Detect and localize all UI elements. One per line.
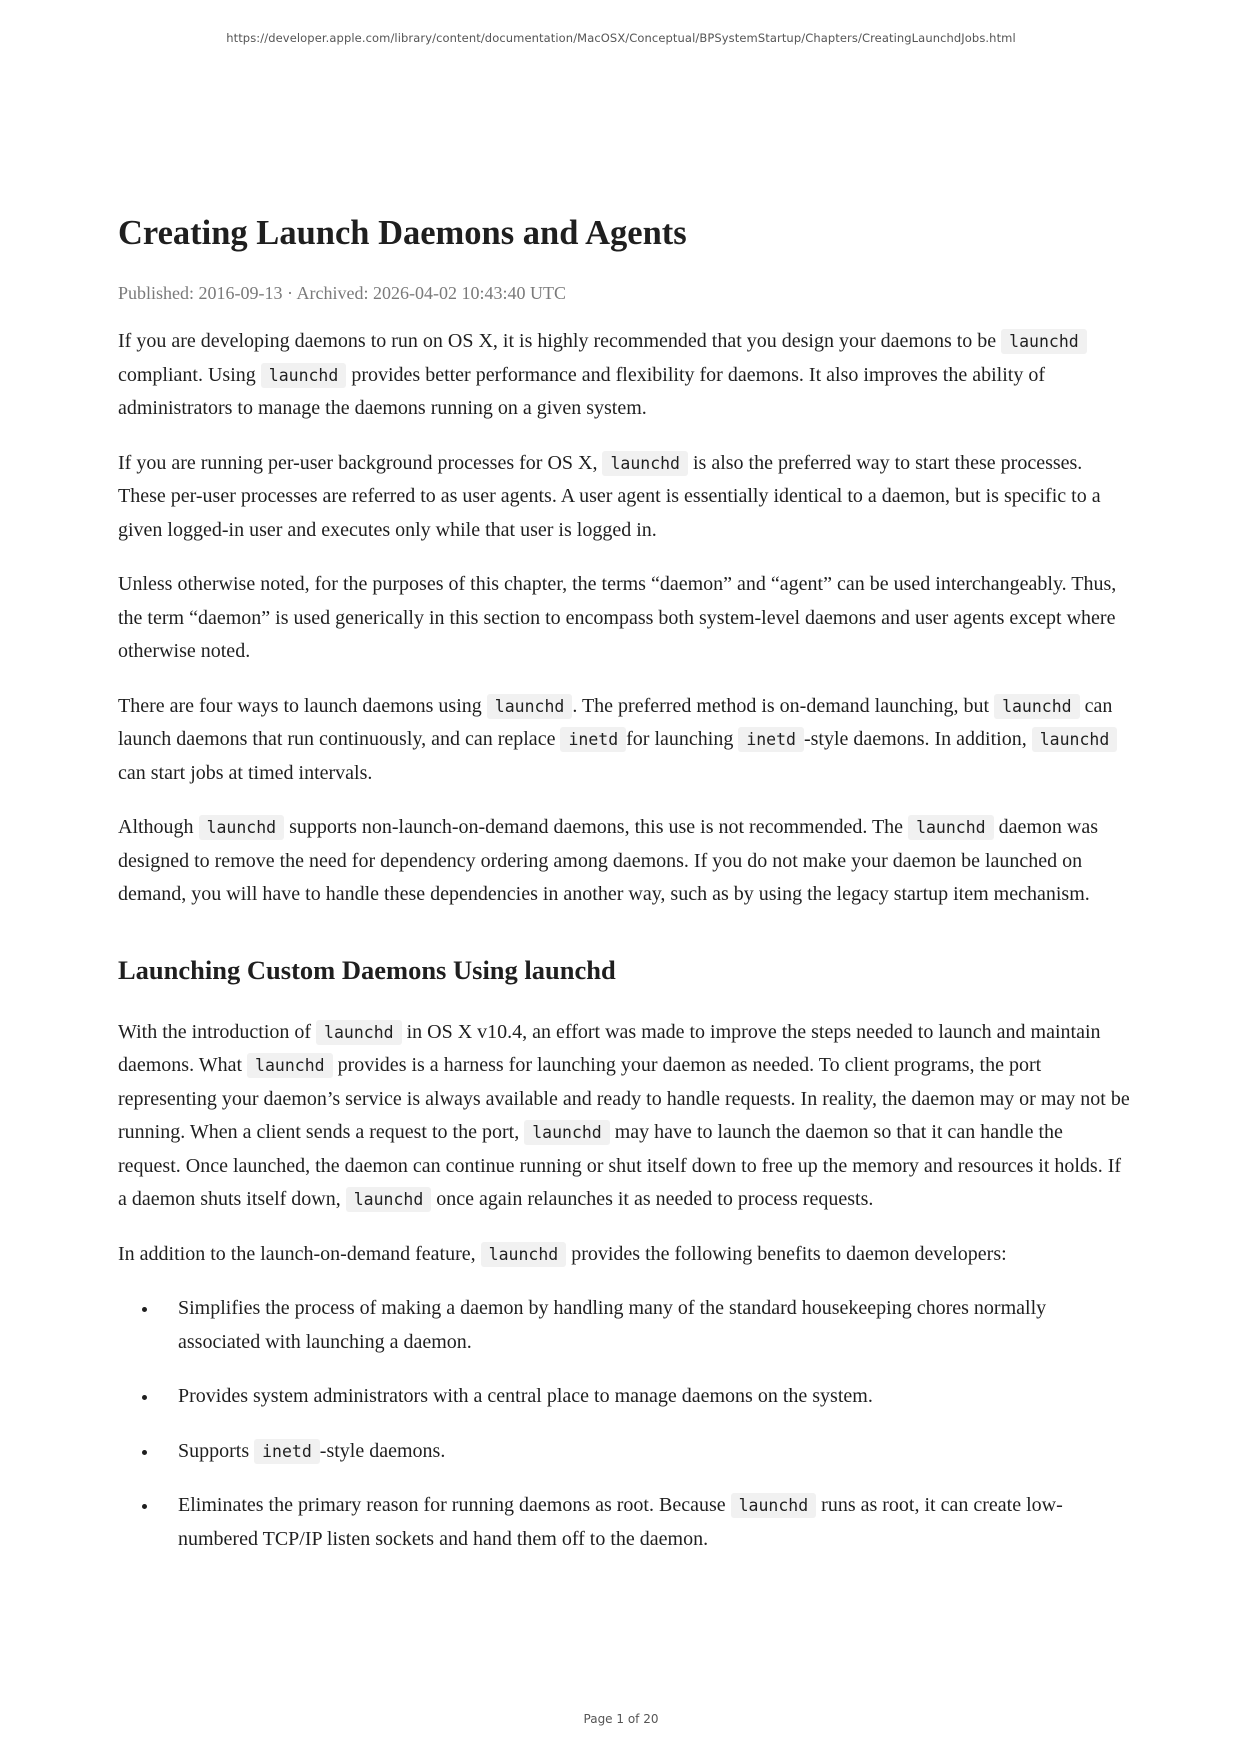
paragraph-user-agents: If you are running per-user background processes for OS X, launchd is also the preferred way to start these processes. These per-user processes are referred to as user agents. A user agent is essentially identical to a daemon, but is specific to a given logged-in user and executes only while that user is logged in.: [118, 451, 1101, 541]
paragraph-launch-ways: There are four ways to launch daemons using launchd . The preferred method is on-demand launching, but launchd can launch daemons that run continuously, and can replace inetd for launching inetd -style daemons. In addition, launchd can start jobs at timed intervals.: [118, 690, 1130, 791]
inline-code-launchd: launchd: [1032, 727, 1118, 752]
inline-code-launchd: launchd: [247, 1053, 333, 1078]
article-body: [118, 208, 1130, 1577]
benefits-list: [118, 1292, 1130, 1556]
inline-code-launchd: launchd: [524, 1120, 610, 1145]
publication-meta: Published: 2016-09-13 · Archived: 2026-04-02 10:43:40 UTC: [118, 283, 566, 303]
inline-code-launchd: launchd: [199, 815, 285, 840]
paragraph-launchd-intro: With the introduction of launchd in OS X v10.4, an effort was made to improve the steps needed to launch and maintain daemons. What launchd provides is a harness for launching your daemon as needed. To client programs, the port representing your daemon’s service is always available and ready to handle requests. In reality, the daemon may or may not be running. When a client sends a request to the port, launchd may have to launch the daemon so that it can handle the request. Once launched, the daemon can continue running or shut itself down to free up the memory and resources it holds. If a daemon shuts itself down, launchd once again relaunches it as needed to process requests.: [118, 1020, 1130, 1210]
paragraph-intro: If you are developing daemons to run on OS X, it is highly recommended that you design your daemons to be launchd compliant. Using launchd provides better performance and flexibility for daemons. It also improves the ability of administrators to manage the daemons running on a given system.: [118, 325, 1130, 426]
inline-code-launchd: launchd: [481, 1242, 567, 1267]
page-number: Page 1 of 20: [583, 1712, 659, 1726]
list-item: • Eliminates the primary reason for running daemons as root. Because launchd runs as root, it can create low-numbered TCP/IP listen sockets and hand them off to the daemon.: [159, 1489, 1130, 1556]
inline-code-inetd: inetd: [254, 1439, 320, 1464]
paragraph-dependencies: Although launchd supports non-launch-on-demand daemons, this use is not recommended. The launchd daemon was designed to remove the need for dependency ordering among daemons. If you do not make your daemon be launched on demand, you will have to handle these dependencies in another way, such as by using the legacy startup item mechanism.: [118, 816, 1099, 905]
page-title: Creating Launch Daemons and Agents: [118, 214, 687, 252]
inline-code-launchd: launchd: [602, 451, 688, 476]
inline-code-launchd: launchd: [261, 363, 347, 388]
inline-code-inetd: inetd: [560, 727, 626, 752]
inline-code-launchd: launchd: [487, 694, 573, 719]
paragraph-terminology: Unless otherwise noted, for the purposes of this chapter, the terms “daemon” and “agent” can be used interchangeably. Thus, the term “daemon” is used generically in this section to encompass both system-level daemons and user agents except where otherwise noted.: [118, 573, 1117, 662]
inline-code-launchd: launchd: [346, 1187, 432, 1212]
inline-code-launchd: launchd: [731, 1493, 817, 1518]
paragraph-benefits-intro: In addition to the launch-on-demand feature, launchd provides the following benefits to daemon developers:: [118, 1242, 1007, 1265]
section-heading: Launching Custom Daemons Using launchd: [118, 954, 616, 985]
list-item: • Provides system administrators with a central place to manage daemons on the system.: [159, 1380, 1130, 1414]
inline-code-inetd: inetd: [738, 727, 804, 752]
inline-code-launchd: launchd: [994, 694, 1080, 719]
inline-code-launchd: launchd: [316, 1020, 402, 1045]
source-url-header: https://developer.apple.com/library/content/documentation/MacOSX/Conceptual/BPSystemStartup/Chapters/CreatingLaunchdJobs.html: [226, 31, 1016, 45]
list-item: • Supports inetd -style daemons.: [159, 1435, 1130, 1469]
inline-code-launchd: launchd: [908, 815, 994, 840]
inline-code-launchd: launchd: [1001, 329, 1087, 354]
list-item: • Simplifies the process of making a daemon by handling many of the standard housekeeping chores normally associated with launching a daemon.: [159, 1292, 1130, 1359]
